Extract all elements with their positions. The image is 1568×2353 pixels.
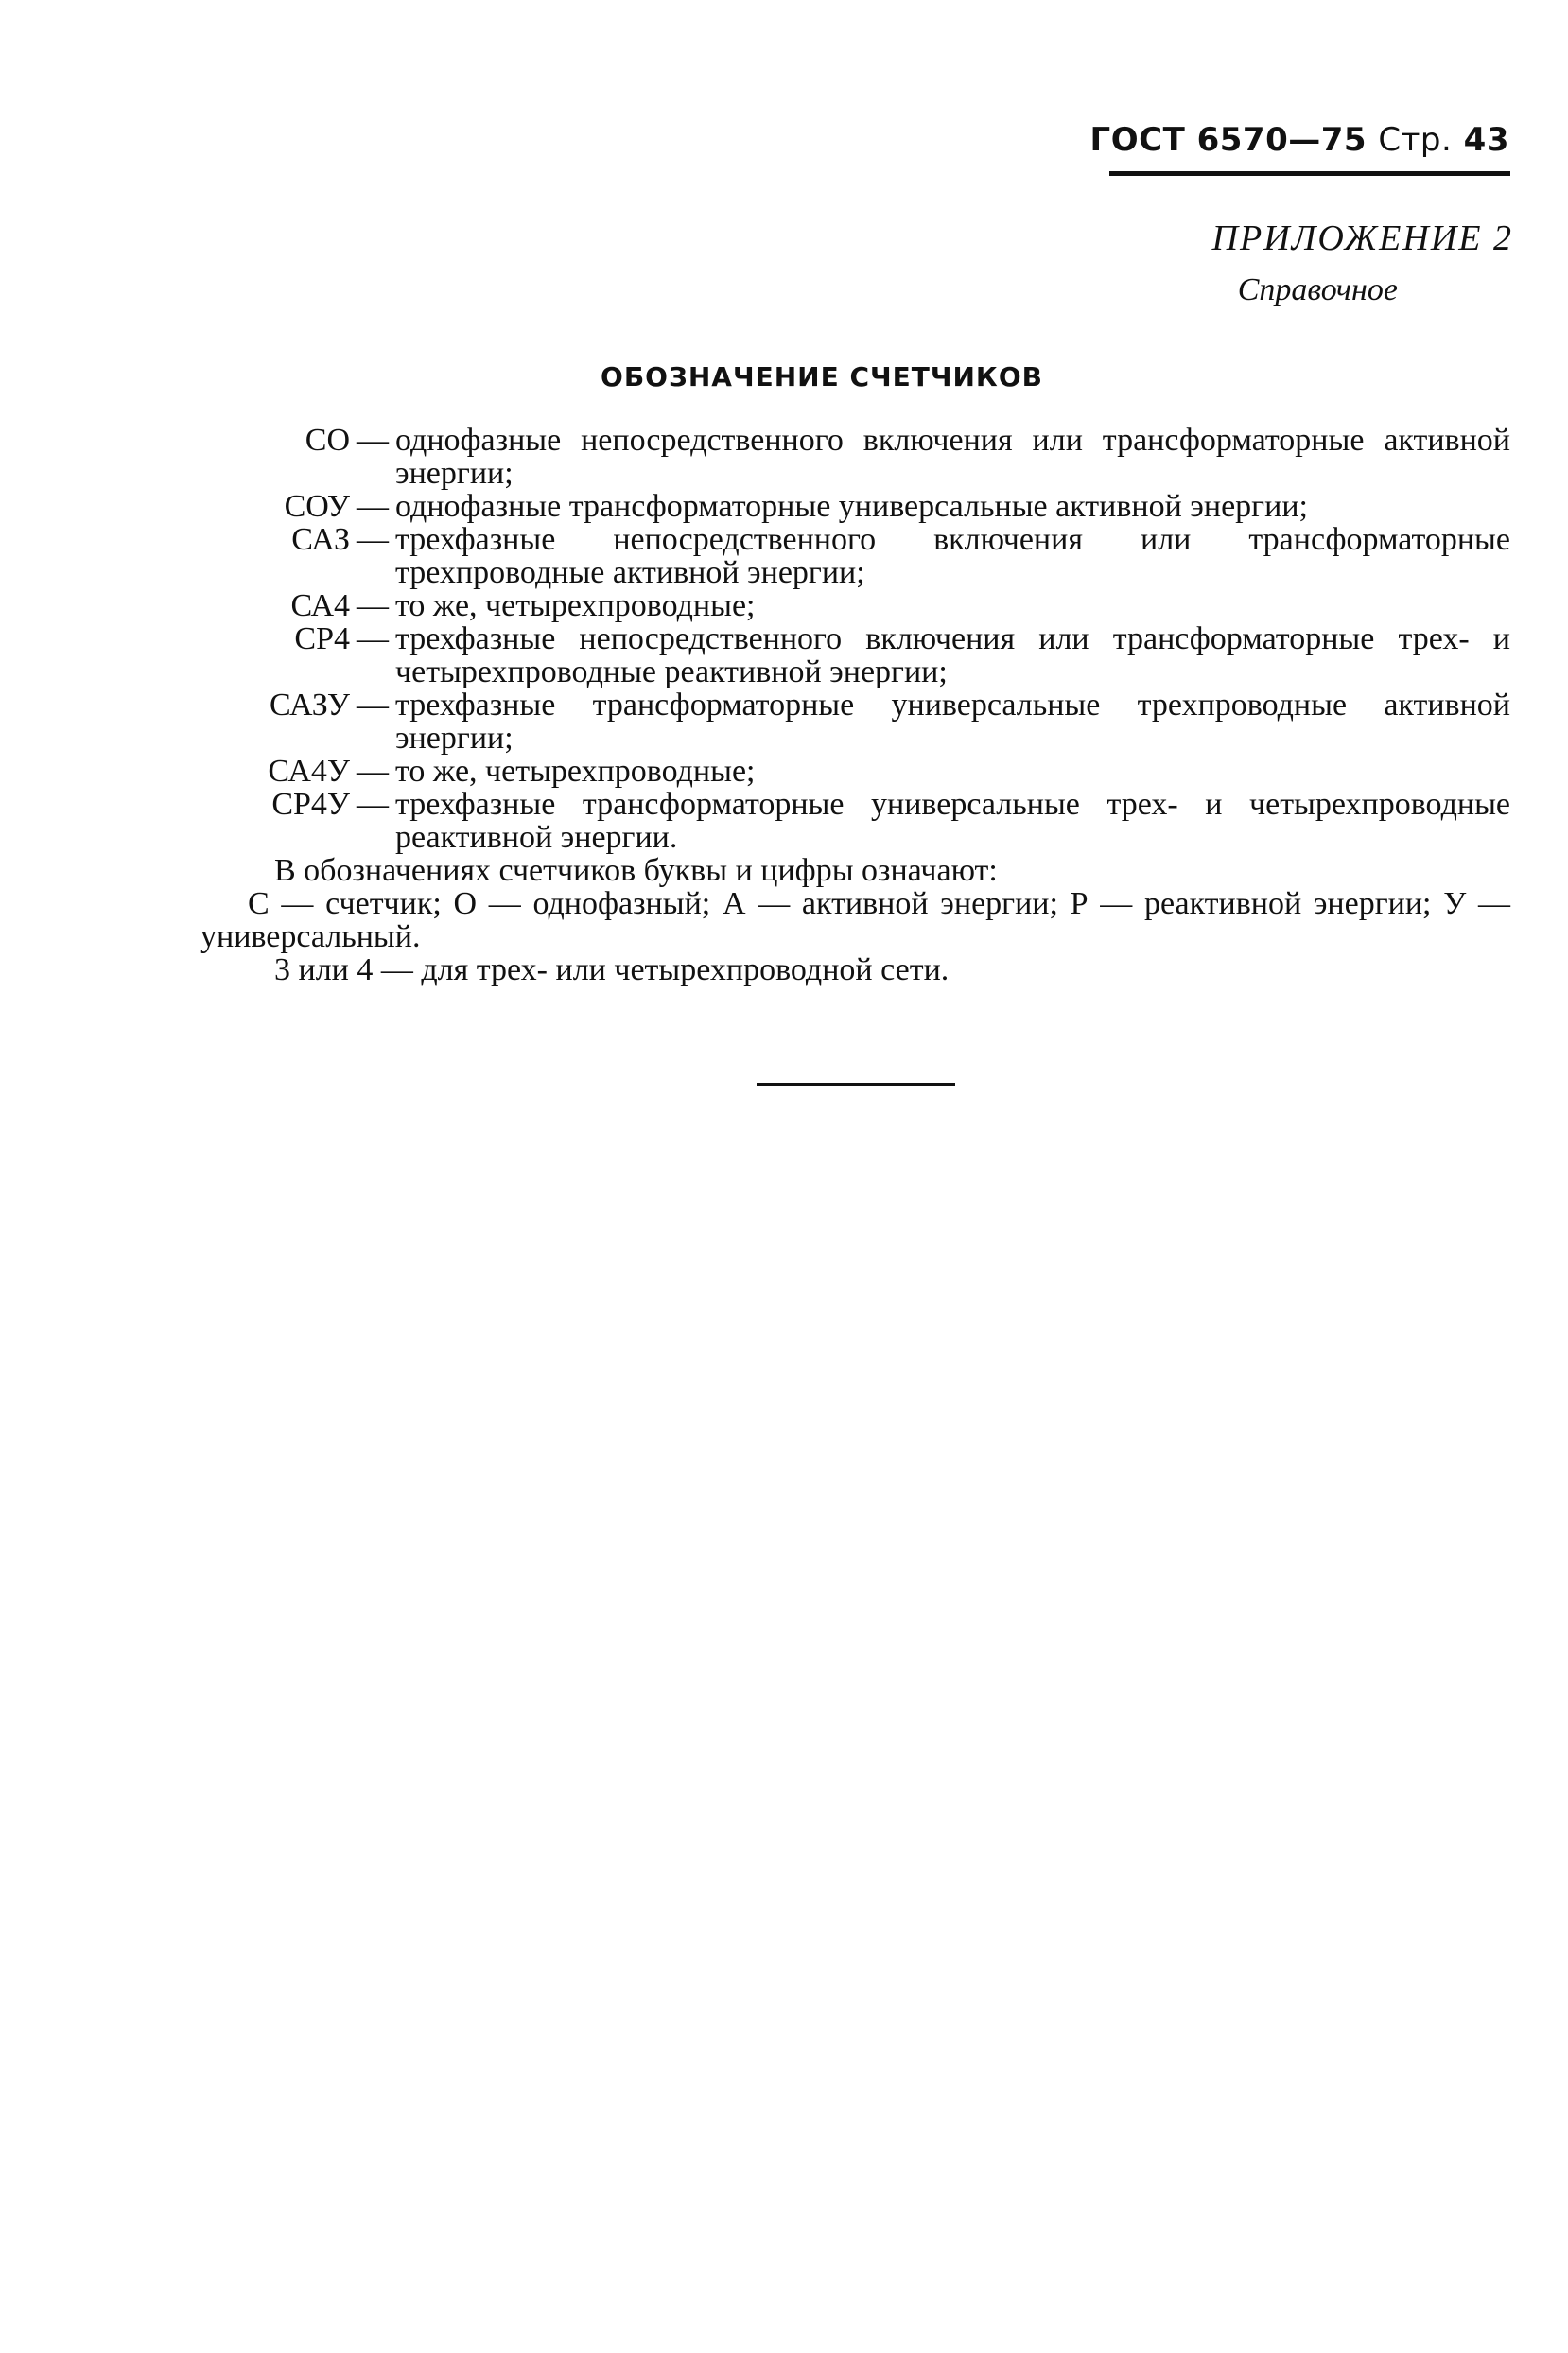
definitions-list xyxy=(194,424,1510,854)
definition-code: СОУ xyxy=(284,489,350,524)
dash: — xyxy=(357,522,389,557)
end-divider xyxy=(757,1083,955,1086)
dash: — xyxy=(357,688,389,723)
definition-item xyxy=(194,589,1510,622)
definition-item xyxy=(194,788,1510,854)
definition-text: однофазные непосредственного включения или трансформаторные активной энергии; xyxy=(395,423,1510,491)
definition-text: однофазные трансформаторные универсальные активной энергии; xyxy=(395,489,1308,524)
appendix-label: ПРИЛОЖЕНИЕ 2 xyxy=(1211,218,1513,258)
dash: — xyxy=(357,754,389,789)
definition-item xyxy=(194,688,1510,755)
definition-code: САЗУ xyxy=(270,688,350,723)
definition-item xyxy=(194,424,1510,490)
notes-section xyxy=(200,854,1510,986)
definition-item xyxy=(194,523,1510,589)
page-number: 43 xyxy=(1463,121,1509,159)
definition-item xyxy=(194,490,1510,523)
definition-text: то же, четырехпроводные; xyxy=(395,754,756,789)
definition-code: СА4 xyxy=(290,588,350,623)
definition-code: СА4У xyxy=(268,754,350,789)
dash: — xyxy=(357,489,389,524)
definition-text: трехфазные непосредственного включения или трансформаторные трех- и четырехпроводные реактивной энергии; xyxy=(395,621,1510,689)
definition-code: СР4 xyxy=(294,621,350,656)
definition-code: САЗ xyxy=(291,522,350,557)
definition-item xyxy=(194,755,1510,788)
notes-digits: 3 или 4 — для трех- или четырехпроводной сети. xyxy=(274,952,950,987)
definition-text: трехфазные непосредственного включения или трансформаторные трехпроводные активной энергии; xyxy=(395,522,1510,590)
header-divider xyxy=(1109,171,1510,176)
dash: — xyxy=(357,621,389,656)
section-title: ОБОЗНАЧЕНИЕ СЧЕТЧИКОВ xyxy=(601,361,1043,392)
standard-number: ГОСТ 6570—75 xyxy=(1089,121,1368,159)
dash: — xyxy=(357,588,389,623)
dash: — xyxy=(357,787,389,822)
appendix-type: Справочное xyxy=(1237,272,1398,307)
page-label: Стр. xyxy=(1378,121,1453,159)
dash: — xyxy=(357,423,389,458)
definition-code: СО xyxy=(305,423,350,458)
definition-text: то же, четырехпроводные; xyxy=(395,588,756,623)
definition-text: трехфазные трансформаторные универсальные трех- и четырехпроводные реактивной энергии. xyxy=(395,787,1510,855)
definition-item xyxy=(194,622,1510,688)
definition-code: СР4У xyxy=(271,787,350,822)
notes-letters: С — счетчик; О — однофазный; А — активной энергии; Р — реактивной энергии; У — универсальный. xyxy=(200,886,1510,954)
page-header xyxy=(1090,121,1509,159)
definition-text: трехфазные трансформаторные универсальные трехпроводные активной энергии; xyxy=(395,688,1510,756)
notes-intro: В обозначениях счетчиков буквы и цифры означают: xyxy=(274,853,998,888)
